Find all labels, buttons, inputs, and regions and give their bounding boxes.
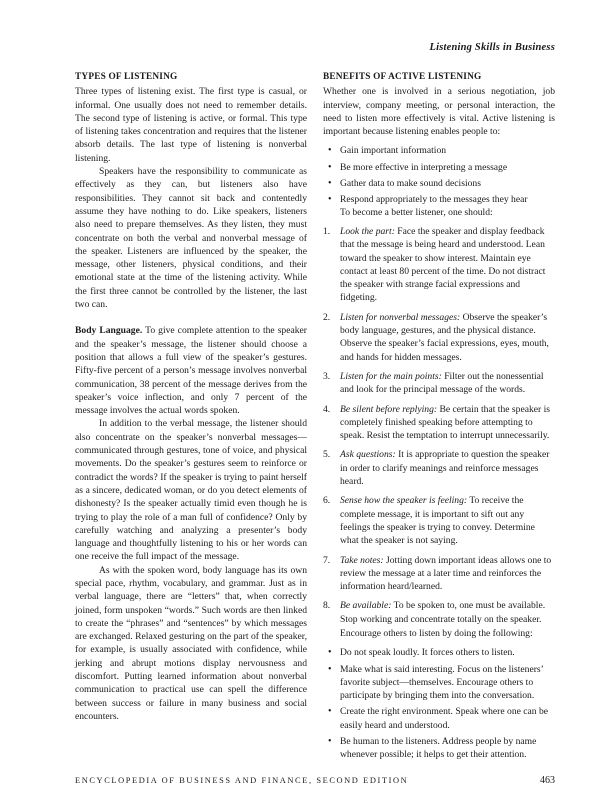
paragraph: Three types of listening exist. The first type is casual, or informal. One usually does not need to remember details. The second type of listening is active, or formal. This type of listening takes concentration and requires that the listener absorb details. The last type of listening is nonverbal listening.	[75, 86, 307, 164]
list-item: 3. Listen for the main points: Filter out the nonessential and look for the principal message of the words.	[323, 370, 544, 396]
bullet-icon: •	[328, 161, 332, 173]
types-heading: TYPES OF LISTENING	[75, 72, 178, 82]
encourage-line: Encourage others to listen by doing the following:	[340, 627, 533, 639]
list-item: 8. Be available: To be spoken to, one must be available. Stop working and concentrate totally on the speaker.	[323, 600, 546, 625]
list-item: 1. Look the part: Face the speaker and display feedback that the message is being heard and understood. Lean toward the speaker to show interest. Maintain eye contact at least 80 percent of the time. Do not distract the speaker with strange facial expressions and fidgeting.	[323, 225, 546, 304]
list-item: 4. Be silent before replying: Be certain that the speaker is completely finished speaking before attempting to speak. Resist the temptation to interrupt unnecessarily.	[323, 403, 551, 442]
list-item: • Do not speak loudly. It forces others to listen.	[328, 647, 515, 659]
bullet-icon: •	[328, 647, 332, 659]
left-column	[75, 71, 307, 723]
benefits-heading: BENEFITS OF ACTIVE LISTENING	[323, 72, 482, 82]
paragraph	[75, 324, 307, 417]
list-item: 5. Ask questions: It is appropriate to question the speaker in order to clarify meanings and reinforce messages heard.	[323, 449, 550, 488]
footer-title: ENCYCLOPEDIA OF BUSINESS AND FINANCE, SECOND EDITION	[75, 776, 409, 785]
paragraph: In addition to the verbal message, the listener should also concentrate on the speaker’s nonverbal messages—communicated through gestures, tone of voice, and physical movements. Do the speaker’s gestures seem to reinforce or contradict the words? If the speaker is trying to paint herself as a sincere, dedicated woman, or do you detect elements of dishonesty? Is the speaker actually timid even though he is trying to play the role of a man full of confidence? Only by carefully watching and analyzing a presenter’s body language and thoughtfully listening to his or her words can one receive the full impact of the message.	[75, 418, 307, 563]
bullet-icon: •	[328, 194, 332, 206]
body-language-heading: Body Language.	[75, 325, 143, 337]
paragraph: Speakers have the responsibility to communicate as effectively as they can, but listeners also have responsibilities. They cannot sit back and contentedly assume they have nothing to do. Like speakers, listeners also need to prepare themselves. As they listen, they must concentrate on both the verbal and nonverbal message of the speaker. Listeners are influenced by the speaker, the message, other listeners, physical conditions, and their emotional state at the time of the listening activity. While the first three cannot be controlled by the listener, the last two can.	[75, 166, 307, 311]
running-header: Listening Skills in Business	[429, 42, 555, 53]
list-item: 2. Listen for nonverbal messages: Observe the speaker’s body language, gestures, and the physical distance. Observe the speaker’s facial expressions, eyes, mouth, and hands for hidden messages.	[323, 311, 549, 363]
bullet-icon: •	[328, 663, 332, 675]
bullet-icon: •	[328, 178, 332, 190]
paragraph-text: To give complete attention to the speaker and the speaker’s message, the listener should choose a position that allows a full view of the speaker’s gestures. Fifty-five percent of a person’s message involves nonverbal communication, 38 percent of the message derives from the speaker’s voice inflection, and only 7 percent of the message involves the actual words spoken.	[75, 325, 307, 417]
benefits-list	[323, 144, 555, 206]
paragraph: As with the spoken word, body language has its own special pace, rhythm, vocabulary, and grammar. Just as in verbal language, there are “letters” that, when correctly joined, form unspoken “words.” Such words are then linked to create the “phrases” and “sentences” by which messages are exchanged. Relaxed gesturing on the part of the speaker, for example, is usually associated with confidence, while jerking and abrupt motions display nervousness and discomfort. Putting learned information about nonverbal communication to practical use can spell the difference between success or failure in many business and social encounters.	[75, 564, 307, 722]
bullet-icon: •	[328, 706, 332, 718]
list-item: • Gain important information	[328, 145, 447, 157]
bullet-icon: •	[328, 736, 332, 748]
list-item: 7. Take notes: Jotting down important ideas allows one to review the message at a later time and reinforces the information heard/learned.	[323, 554, 552, 593]
page-number: 463	[540, 775, 555, 786]
tips-list	[323, 225, 555, 626]
paragraph: Whether one is involved in a serious negotiation, job interview, company meeting, or personal interaction, the need to listen more effectively is vital. Active listening is important because listening enables people to:	[323, 86, 555, 138]
right-column	[323, 71, 555, 765]
encourage-list	[323, 646, 555, 761]
list-item: 6. Sense how the speaker is feeling: To receive the complete message, it is important to sift out any feelings the speaker is trying to convey. Determine what the speaker is not saying.	[323, 495, 535, 547]
list-item: • Be human to the listeners. Address people by name whenever possible; it helps to get their attention.	[328, 736, 537, 761]
bullet-icon: •	[328, 145, 332, 157]
list-item: • Be more effective in interpreting a message	[328, 161, 508, 173]
list-item: • Respond appropriately to the messages they hear	[328, 194, 528, 206]
list-item: • Gather data to make sound decisions	[328, 178, 481, 190]
list-item: • Create the right environment. Speak where one can be easily heard and understood.	[328, 706, 549, 731]
become-better-line: To become a better listener, one should:	[340, 206, 493, 218]
list-item: • Make what is said interesting. Focus on the listeners’ favorite subject—themselves. Encourage others to participate by bringing them into the conversation.	[328, 663, 544, 702]
